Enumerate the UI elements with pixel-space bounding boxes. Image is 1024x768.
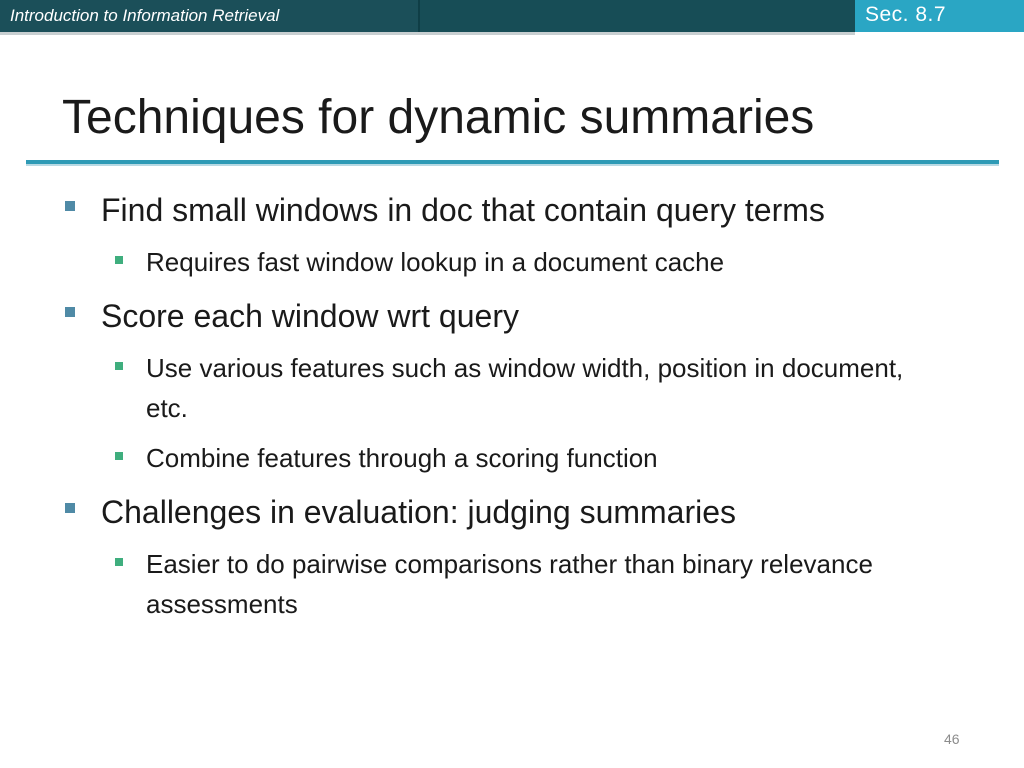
sub-bullet-marker-icon <box>115 362 123 370</box>
bullet-marker-icon <box>65 201 75 211</box>
sub-bullet-item: Easier to do pairwise comparisons rather than binary relevance assessments <box>146 549 873 619</box>
sub-bullet-item: Use various features such as window width, position in document, etc. <box>146 353 904 423</box>
bullet-item: Challenges in evaluation: judging summaries <box>101 494 737 530</box>
course-title-block <box>0 0 418 32</box>
bullet-marker-icon <box>65 307 75 317</box>
title-underline-shadow <box>26 164 999 166</box>
sub-bullet-item: Requires fast window lookup in a document cache <box>146 247 725 277</box>
bullet-marker-icon <box>65 503 75 513</box>
sub-bullet-item: Combine features through a scoring function <box>146 443 658 473</box>
section-badge <box>855 0 1024 32</box>
section-label: Sec. 8.7 <box>865 3 947 26</box>
header-shadow <box>0 32 855 35</box>
header-bar <box>0 0 1024 32</box>
sub-bullet-marker-icon <box>115 256 123 264</box>
header-divider <box>418 0 420 32</box>
slide-title: Techniques for dynamic summaries <box>62 91 815 144</box>
sub-bullet-marker-icon <box>115 452 123 460</box>
bullet-item: Find small windows in doc that contain query terms <box>101 192 825 228</box>
sub-bullet-marker-icon <box>115 558 123 566</box>
bullet-item: Score each window wrt query <box>101 298 519 334</box>
page-number: 46 <box>944 731 960 747</box>
course-title: Introduction to Information Retrieval <box>10 6 280 25</box>
